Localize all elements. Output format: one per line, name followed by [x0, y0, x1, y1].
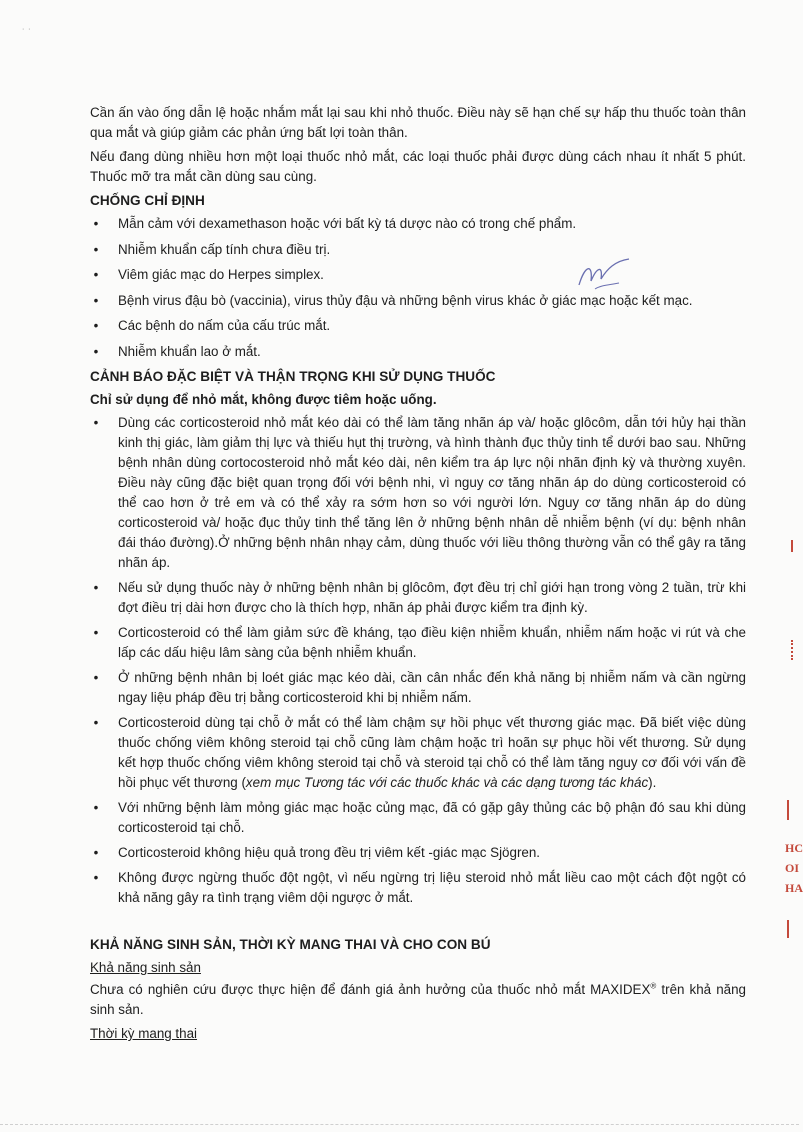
- intro-paragraph-2: Nếu đang dùng nhiều hơn một loại thuốc nhỏ mắt, các loại thuốc phải được dùng cách nhau ít nhất 5 phút. Thuốc mỡ tra mắt cần dùng sau cùng.: [90, 149, 746, 184]
- contraindications-list: [90, 214, 746, 362]
- list-item: • Bệnh virus đậu bò (vaccinia), virus thủy đậu và những bệnh virus khác ở giác mạc hoặc kết mạc.: [90, 291, 746, 311]
- fertility-heading: KHẢ NĂNG SINH SẢN, THỜI KỲ MANG THAI VÀ CHO CON BÚ: [90, 937, 491, 952]
- list-item: • Dùng các corticosteroid nhỏ mắt kéo dài có thể làm tăng nhãn áp và/ hoặc glôcôm, dẫn tới hủy hại thần kinh thị giác, làm giảm thị lực và thiếu hụt thị trường, và hình thành đục thủy tinh tể dưới bao sau. Những bệnh nhân dùng cortocosteroid nhỏ mắt kéo dài, nên kiểm tra áp lực nội nhãn định kỳ và thường xuyên. Điều này cũng đặc biệt quan trọng đối với bệnh nhi, vì nguy cơ tăng nhãn áp do dùng corticosteroid có thể cao hơn ở trẻ em và có thể xảy ra sớm hơn so với người lớn. Nguy cơ tăng nhãn áp do dùng corticosteroid và/ hoặc đục thủy tinh thể tăng lên ở những bệnh nhân dễ nhiễm bệnh (ví dụ: bệnh nhân đái tháo đường).Ở những bệnh nhân nhạy cảm, dùng thuốc với liều thông thường vẫn có thể gây ra tăng nhãn áp.: [90, 413, 746, 573]
- edge-stamp: HC OI HA: [785, 841, 803, 895]
- stamp-edge-mark: [787, 800, 799, 820]
- fertility-subheading: Khả năng sinh sản: [90, 960, 201, 975]
- list-item: • Mẫn cảm với dexamethason hoặc với bất kỳ tá dược nào có trong chế phẩm.: [90, 214, 746, 234]
- bullet: •: [93, 318, 99, 333]
- bullet: •: [93, 800, 99, 815]
- bullet: •: [93, 670, 99, 685]
- scan-mark-top: ˙ ˙: [22, 28, 32, 39]
- contraindications-heading: CHỐNG CHỈ ĐỊNH: [90, 193, 205, 208]
- warnings-list: [90, 413, 746, 908]
- signature-mark: [575, 255, 635, 295]
- list-item: • Corticosteroid không hiệu quả trong đều trị viêm kết -giác mạc Sjögren.: [90, 843, 746, 863]
- bullet: •: [93, 292, 99, 308]
- warnings-subheading: Chỉ sử dụng để nhỏ mắt, không được tiêm hoặc uống.: [90, 392, 437, 407]
- bullet: •: [93, 845, 99, 860]
- bullet: •: [93, 343, 99, 359]
- warnings-heading: CẢNH BÁO ĐẶC BIỆT VÀ THẬN TRỌNG KHI SỬ DỤNG THUỐC: [90, 369, 496, 384]
- bullet: •: [93, 625, 99, 640]
- list-item: • Nhiễm khuẩn lao ở mắt.: [90, 342, 746, 362]
- bullet: •: [93, 715, 99, 730]
- list-item: • Không được ngừng thuốc đột ngột, vì nếu ngừng trị liệu steroid nhỏ mắt liều cao một cách đột ngột có khả năng gây ra tình trạng viêm dội ngược ở mắt.: [90, 868, 746, 908]
- list-item: • Corticosteroid dùng tại chỗ ở mắt có thể làm chậm sự hồi phục vết thương giác mạc. Đã biết việc dùng thuốc chống viêm không steroid tại chỗ cũng làm chậm hoặc trì hoãn sự phục hồi vết thương. Sử dụng kết hợp thuốc chống viêm không steroid tại chỗ và steroid tại chỗ có thể làm tăng nguy cơ đối với vấn đề hồi phục vết thương (xem mục Tương tác với các thuốc khác và các dạng tương tác khác).: [90, 713, 746, 793]
- bullet: •: [93, 580, 99, 595]
- footer-rule: [0, 1124, 799, 1126]
- stamp-edge-mark: [787, 920, 799, 938]
- list-item: • Viêm giác mạc do Herpes simplex.: [90, 265, 746, 285]
- list-item: • Với những bệnh làm mỏng giác mạc hoặc củng mạc, đã có gặp gây thủng các bộ phận đó sau khi dùng corticosteroid tại chỗ.: [90, 798, 746, 838]
- list-item: • Corticosteroid có thể làm giảm sức đề kháng, tạo điều kiện nhiễm khuẩn, nhiễm nấm hoặc vi rút và che lấp các dấu hiệu lâm sàng của bệnh nhiễm khuẩn.: [90, 623, 746, 663]
- document-page: [90, 103, 746, 1046]
- list-item: • Ở những bệnh nhân bị loét giác mạc kéo dài, cần cân nhắc đến khả năng bị nhiễm nấm và cần ngừng ngay liệu pháp đều trị bằng corticosteroid khi bị nhiễm nấm.: [90, 668, 746, 708]
- cross-reference: xem mục Tương tác với các thuốc khác và các dạng tương tác khác: [245, 775, 649, 790]
- bullet: •: [93, 241, 99, 257]
- bullet: •: [93, 216, 99, 231]
- list-item: • Nếu sử dụng thuốc này ở những bệnh nhân bị glôcôm, đợt đều trị chỉ giới hạn trong vòng 2 tuần, trừ khi đợt điều trị dài hơn được cho là thích hợp, nhãn áp phải được kiểm tra định kỳ.: [90, 578, 746, 618]
- list-item: • Nhiễm khuẩn cấp tính chưa điều trị.: [90, 240, 746, 260]
- bullet: •: [93, 870, 99, 885]
- pregnancy-subheading: Thời kỳ mang thai: [90, 1026, 198, 1041]
- stamp-edge-mark: [791, 540, 799, 552]
- stamp-edge-mark: [791, 640, 799, 660]
- intro-paragraph-1: Cần ấn vào ống dẫn lệ hoặc nhắm mắt lại sau khi nhỏ thuốc. Điều này sẽ hạn chế sự hấp thu thuốc toàn thân qua mắt và giúp giảm các phản ứng bất lợi toàn thân.: [90, 105, 746, 140]
- bullet: •: [93, 267, 99, 282]
- trademark-symbol: ®: [650, 981, 657, 991]
- fertility-paragraph: Chưa có nghiên cứu được thực hiện để đánh giá ảnh hưởng của thuốc nhỏ mắt MAXIDEX® trên khả năng sinh sản.: [90, 981, 746, 1017]
- list-item: • Các bệnh do nấm của cấu trúc mắt.: [90, 316, 746, 336]
- bullet: •: [93, 415, 99, 430]
